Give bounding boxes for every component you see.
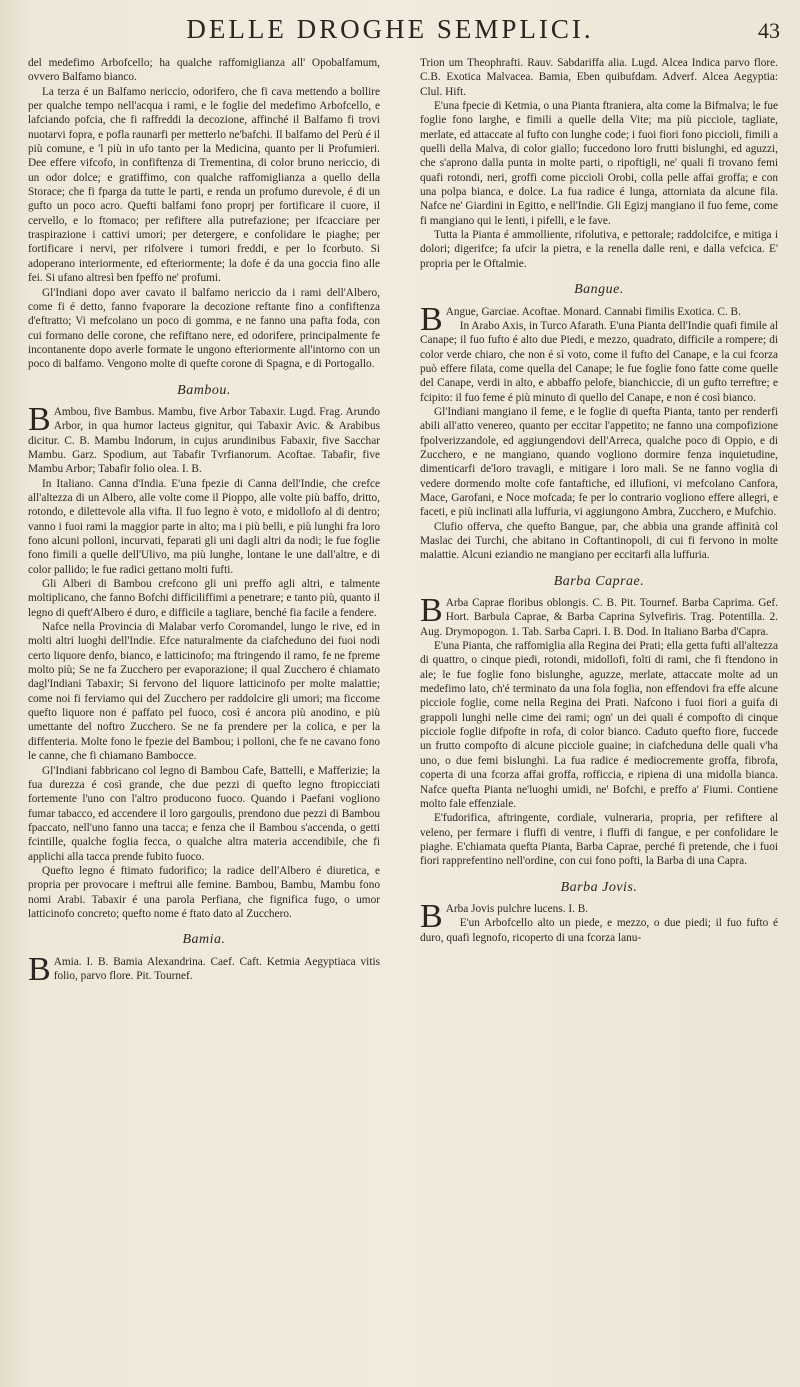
drop-cap: B xyxy=(28,950,51,988)
paragraph: La terza é un Balfamo nericcio, odorifero, che fi cava mettendo a bollire per qualche tempo nell'acqua i rami, e le foglie del medefimo Arbofcello, e lafciando pofcia, che fi raffreddi la decozione, affinché il Balfamo fi trovi nuotarvi fopra, e pofla raunarfi per metterlo ne'bafchi. Il balfamo del Perù é il più comune, e 'l più in ufo tanto per la Medicina, quanto per li Profumieri. Dee effere vifcofo, in confiftenza di Trementina, di color bruno nericcio, di un odor dolce; e gratiffimo, con qualche raffomiglianza a quello della Storace; che fi fparga da tutte le parti, e renda un profumo durevole, é di un gufto un poco acro. Quefti balfami fono proprj per fortificare il cuore, il cervello, e lo ftomaco; per refiftere alla putrefazione; per ifcacciare per traspirazione i cattivi umori; per detergere, e confolidare le piaghe; per fortificare i nervi, per rifolvere i tumori freddi, e per lo fcorbuto. Si adoperano interiormente, ed efteriormente; la dofe é da una goccia fino alle fei. Si ufano altresì ben fpeffo ne' profumi. xyxy=(28,85,380,285)
drop-cap: B xyxy=(420,897,443,935)
paragraph: Quefto legno é ftimato fudorifico; la radice dell'Albero é diuretica, e propria per provocare i meftrui alle femine. Bambou, Bambu, Mambu fono nomi Arabi. Tabaxir é una parola Perfiana, che fignifica fugo, o umor latticinofo concreto; quefto nome é ftato dato al Zucchero. xyxy=(28,864,380,920)
synonyms-text: Arba Caprae floribus oblongis. C. B. Pit. Tournef. Barba Caprima. Gef. Hort. Barbula Caprae, & Barba Caprina Sylvefiris. Trag. Potentilla. 2. Aug. Drymopogon. 1. Tab. Sarba Capri. I. B. Dod. In Italiano Barba d'Capra. xyxy=(420,597,778,638)
synonyms-bambou xyxy=(28,400,380,477)
page-header xyxy=(40,14,780,50)
paragraph: E'una Pianta, che raffomiglia alla Regina dei Prati; ella getta fufti all'altezza di quattro, o cinque piedi, rotondi, midollofi, folti di rami, che fi ftendono in ale; le fue foglie fono bislunghe, aguzze, merlate, attaccate molte ad un medefimo lato, ch'é terminato da una fola foglia, non effendovi fra effe alcune picciole foglie, come nella Regina dei Prati. Nafcono i fuoi fiori a guifa di grappoli lunghi nelle cime dei rami; ogn' un dei quali é compofto di cinque picciole foglie difpofte in rofa, di color bianco. Caduto quefto fiore, fuccede un frutto compofto di alcune picciole guaine; in ciafcheduna delle quali v'ha uno, o due femi bislunghi. La fua radice é mediocremente groffa, fibrofa, coperta di una fcorza affai groffa, rofficcia, e ripiena di una midolla bianca. Nafce quefta Pianta ne'luoghi umidi, ne' Bofchi, e preffo a' Fiumi. Contiene molto fale effenziale. xyxy=(420,640,778,810)
synonyms-text: Angue, Garciae. Acoftae. Monard. Cannabi fimilis Exotica. C. B. xyxy=(445,305,741,318)
section-title-bangue: Bangue. xyxy=(574,282,624,298)
drop-cap: B xyxy=(28,400,51,438)
synonyms-text: Amia. I. B. Bamia Alexandrina. Caef. Caft. Ketmia Aegyptiaca vitis folio, parvo flore. Pit. Tournef. xyxy=(53,955,380,982)
synonyms-bamia xyxy=(28,950,380,988)
section-title-bambou: Bambou. xyxy=(177,382,231,398)
paragraph: Gl'Indiani mangiano il feme, e le foglie di quefta Pianta, tanto per renderfi abili all'atto venereo, quanto per eccitar l'appetito; ne fanno una compofizione fpolverizzandole, ed aggiungendovi dell'Arreca, qualche poco di Oppio, e di Zucchero, e ne mangiano, quando vogliono dormire fenza inquietudine, dimenticarfi de'loro travagli, e mitigare i loro mali. Se ne fanno voglia di vedere dormendo molte cofe fantaftiche, ed illufioni, vi mefcolano Canfora, Mace, Garofani, e Noce mofcada; fe per lo contrario vogliono effere allegri, e faceti, e più inclinati alla luffuria, vi aggiungono Ambra, Zucchero, e Mufchio. xyxy=(420,405,778,519)
paragraph: Clufio offerva, che quefto Bangue, par, che abbia una grande affinità col Maslac dei Turchi, che abitano in Coftantinopoli, di cui fi fervono in molte malattie. Alcuni eziandio ne mangiano per eccitarfi alla luffuria. xyxy=(420,520,778,562)
synonyms-text: Arba Jovis pulchre lucens. I. B. xyxy=(445,902,589,915)
section-title-barba-jovis: Barba Jovis. xyxy=(560,879,638,895)
section-title-barba-caprae: Barba Caprae. xyxy=(553,573,645,589)
drop-cap: B xyxy=(420,300,443,338)
right-column xyxy=(420,56,778,945)
paragraph: Gli Alberi di Bambou crefcono gli uni preffo agli altri, e talmente moltiplicano, che fanno Bofchi difficiliffimi a penetrare; e tanto più, quanto il legno di queft'Albero é duro, e difficile a tagliare, benché fia facile a fendere. xyxy=(28,578,380,619)
paragraph: Gl'Indiani fabbricano col legno di Bambou Cafe, Battelli, e Mafferizie; la fua durezza é così grande, che due pezzi di quefto legno ftropicciati fortemente l'uno con l'altro producono fuoco. Quando i Paefani vogliono fumar tabacco, ed accendere il loro gargoulis, prendono due pezzi di Bambou fpaccato, nell'uno fanno una tacca; e fenza che il Bambou s'accenda, o getti fcintille, qualche foglia fecca, o qualche altra materia accendibile, che fi applichi alla tacca prende fubito fuoco. xyxy=(28,764,380,863)
paragraph: del medefimo Arbofcello; ha qualche raffomiglianza all' Opobalfamum, ovvero Balfamo bianco. xyxy=(28,57,380,84)
paragraph: In Italiano. Canna d'India. E'una fpezie di Canna dell'Indie, che crefce all'altezza di un Albero, alle volte come il Pioppo, alle volte più baffo, dritto, rotondo, e dilettevole alla vifta. Il fuo legno è voto, e midollofo al di dentro; vanno i fuoi rami la maggior parte in alto; ma i più belli, e più lunghi fra loro fono alcuni polloni, incurvati, feparati gli uni dagli altri da nodi; le fue foglie fono fimili a quelle dell'Ulivo, ma più lunghe, lontane le une dall'altre, e di color pallido; le fue radici gettano molti fufti. xyxy=(28,477,380,576)
paragraph: E'una fpecie di Ketmia, o una Pianta ftraniera, alta come la Bifmalva; le fue foglie fono larghe, e fimili a quelle della Vite; ma più picciole, tagliate, merlate, ed attaccate al fufto con lunghe code; i fuoi fiori fono piccioli, fimili a quelli della Malva, di color giallo; fuccedono loro frutti bislunghi, ed aguzzi, che s'aprono dalla punta in molte parti, o ripoftigli, ne' quali fi trovano femi quafi rotondi, neri, groffi come piccioli Orobi, colla pelle affai groffa; e con una polpa bianca, e dolce. La fua radice é lunga, attorniata da alcune fila. Nafce ne' Giardini in Egitto, e nell'Indie. Gli Egizj mangiano il fuo feme, come fi mangiano qui le lenti, i pifelli, e le fave. xyxy=(420,100,778,227)
section-title-bamia: Bamia. xyxy=(182,932,226,948)
synonyms-bangue xyxy=(420,300,778,338)
paragraph: E'un Arbofcello alto un piede, e mezzo, o due piedi; il fuo fufto é duro, quafi legnofo, ricoperto di una fcorza lanu- xyxy=(420,917,778,944)
paragraph: Gl'Indiani dopo aver cavato il balfamo nericcio da i rami dell'Albero, come fi é detto, fanno fvaporare la decozione reftante fino a confiftenza d'eftratto; Vi mefcolano un poco di gomma, e ne fanno una pafta foda, con cui formano delle corone, che refiftano nere, ed odorifere, principalmente fe incontanente dopo averle formate le ungono efteriormente all'intorno con un poco di balfamo. Vengono molte di quefte corone di Spagna, e di Portogallo. xyxy=(28,286,380,371)
paragraph: Nafce nella Provincia di Malabar verfo Coromandel, lungo le rive, ed in molti altri luoghi dell'Indie. Efce naturalmente da ciafcheduno dei fuoi nodi certo liquore denfo, bianco, e latticinofo; ma ftringendo il ramo, fe ne fpreme molto più; Se ne fa Zucchero per evaporazione; il qual Zucchero é chiamato dagl'Indiani Tabaxir; Si fervono del liquore latticinofo per molte malattie; come noi fi ferviamo qui del Zucchero per raddolcire gli umori; ma ficcome quefto liquore non é paffato pel fuoco, così é ancora più anodino, e più umettante del noftro Zucchero. Se ne fa prendere per la colica, e per la diffenteria. Molte fono le fpezie del Bambou; i polloni, che fe ne cavano fono le canne, che fi chiamano Bambocce. xyxy=(28,621,380,763)
running-head: DELLE DROGHE SEMPLICI. xyxy=(186,14,594,44)
paragraph: E'fudorifica, aftringente, cordiale, vulneraria, propria, per refiftere al veleno, per fermare i fluffi di ventre, i fluffi di fangue, e per confolidare le piaghe. E'chiamata quefta Pianta, Barba Caprae, perché fi pretende, che i fuoi fiori rapprefentino nell'ordine, con cui fono pofti, la Barba di una Capra. xyxy=(420,812,778,868)
drop-cap: B xyxy=(420,592,443,630)
synonyms-text: Ambou, five Bambus. Mambu, five Arbor Tabaxir. Lugd. Frag. Arundo Arbor, in qua humor lacteus gignitur, qui Tabaxir Avic. & Arabibus dicitur. C. B. Mambu Indorum, in cujus arundinibus Fabaxir, five Sacchar Mambu. Garz. Spodium, aut Tabafir Tvrfianorum. Acoftae. Tabafir, five Mambu Arbor; Tabafir folio olea. I. B. xyxy=(28,405,380,476)
synonyms-bamia-continued: Trion um Theophrafti. Rauv. Sabdariffa alia. Lugd. Alcea Indica parvo flore. C.B. Exotica Malvacea. Bamia, Eben quibufdam. Adverf. Alcea Aegyptia: Clul. Hift. xyxy=(420,57,778,98)
left-column xyxy=(28,56,380,988)
paragraph: Tutta la Pianta é ammolliente, rifolutiva, e pettorale; raddolcifce, e mitiga i dolori; digerifce; fa ufcir la pietra, e la renella dalle reni, e dalla vefcica. E' propria per le Oftalmie. xyxy=(420,229,778,270)
paragraph: In Arabo Axis, in Turco Afarath. E'una Pianta dell'Indie quafi fimile al Canape; il fuo fufto é alto due Piedi, e mezzo, quadrato, difficile a rompere; di color verde chiaro, che non é sì voto, come il fufto del Canape, e la cui fcorza può effere filata, come quella del Canape; le fue foglie fono fatte come quelle del Canape, verdi in alto, e abbaffo pelofe, bianchiccie, di un gufto terreftre; e fcipito: il fuo feme é più minuto di quello del Canape, e non é così bianco. xyxy=(420,319,778,404)
synonyms-barba-caprae xyxy=(420,592,778,639)
page-number: 43 xyxy=(758,18,780,43)
